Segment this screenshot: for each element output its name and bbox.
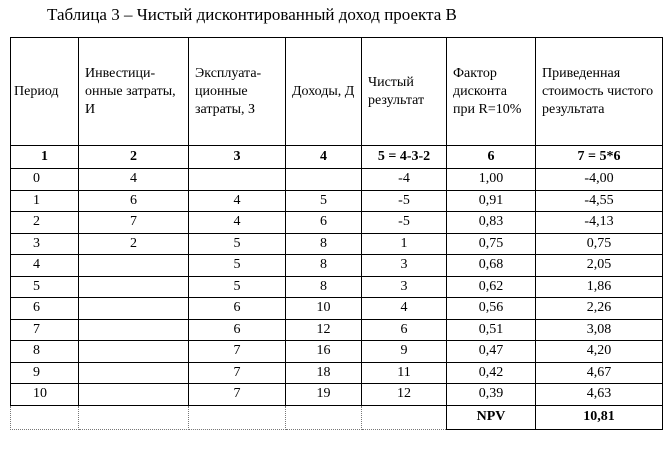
table-cell: -4 (362, 169, 447, 191)
table-cell: 1,86 (536, 276, 663, 298)
table-cell: 8 (286, 276, 362, 298)
table-cell: 3 (362, 276, 447, 298)
table-cell (79, 276, 189, 298)
table-cell: 8 (11, 341, 79, 363)
table-cell: 4 (79, 169, 189, 191)
table-cell: 0,39 (447, 384, 536, 406)
table-row (11, 298, 663, 320)
table-cell: 5 (189, 233, 286, 255)
table-cell: 1 (362, 233, 447, 255)
column-number: 3 (189, 146, 286, 169)
table-cell: 4,20 (536, 341, 663, 363)
empty-cell (189, 405, 286, 429)
table-row (11, 212, 663, 234)
table-cell: 2,05 (536, 255, 663, 277)
table-cell: 7 (189, 341, 286, 363)
table-cell: 5 (189, 276, 286, 298)
table-cell: 11 (362, 362, 447, 384)
table-cell: 7 (189, 384, 286, 406)
table-row (11, 169, 663, 191)
table-cell (189, 169, 286, 191)
table-cell: 4 (189, 190, 286, 212)
table-cell (79, 255, 189, 277)
table-cell: 3 (362, 255, 447, 277)
table-cell: 2 (11, 212, 79, 234)
table-cell: 6 (79, 190, 189, 212)
table-cell: 0,68 (447, 255, 536, 277)
table-cell: -4,13 (536, 212, 663, 234)
empty-cell (362, 405, 447, 429)
table-cell: 0,47 (447, 341, 536, 363)
empty-cell (79, 405, 189, 429)
table-cell: 5 (189, 255, 286, 277)
table-cell: 0,75 (536, 233, 663, 255)
table-cell: 0,83 (447, 212, 536, 234)
table-cell (79, 319, 189, 341)
column-number: 2 (79, 146, 189, 169)
table-cell: 4 (11, 255, 79, 277)
table-cell: 4 (189, 212, 286, 234)
table-cell: -5 (362, 190, 447, 212)
npv-value: 10,81 (536, 405, 663, 429)
header-income: Доходы, Д (286, 38, 362, 146)
table-cell: 0,75 (447, 233, 536, 255)
table-cell: 0,56 (447, 298, 536, 320)
table-cell: 1,00 (447, 169, 536, 191)
table-cell: 8 (286, 233, 362, 255)
table-cell: 5 (286, 190, 362, 212)
table-cell: 0,51 (447, 319, 536, 341)
table-cell: 7 (189, 362, 286, 384)
header-investment-costs: Инвестици-онные затраты, И (79, 38, 189, 146)
table-cell: 8 (286, 255, 362, 277)
table-cell (79, 298, 189, 320)
table-cell: 7 (79, 212, 189, 234)
table-cell: 6 (362, 319, 447, 341)
header-present-value: Приведенная стоимость чистого результата (536, 38, 663, 146)
table-cell: 2 (79, 233, 189, 255)
table-row (11, 276, 663, 298)
table-cell: 6 (286, 212, 362, 234)
header-discount-factor: Фактор дисконта при R=10% (447, 38, 536, 146)
column-number: 7 = 5*6 (536, 146, 663, 169)
table-cell: 3 (11, 233, 79, 255)
npv-label: NPV (447, 405, 536, 429)
header-net-result: Чистый результат (362, 38, 447, 146)
table-cell: 4 (362, 298, 447, 320)
table-row (11, 319, 663, 341)
table-cell: 6 (11, 298, 79, 320)
column-number: 4 (286, 146, 362, 169)
empty-cell (11, 405, 79, 429)
column-number-row (11, 146, 663, 169)
npv-table (10, 37, 663, 430)
npv-row (11, 405, 663, 429)
table-cell: 0,62 (447, 276, 536, 298)
table-cell (286, 169, 362, 191)
empty-cell (286, 405, 362, 429)
table-title: Таблица 3 – Чистый дисконтированный доход проекта В (47, 5, 457, 24)
table-cell: 9 (11, 362, 79, 384)
table-cell: 0 (11, 169, 79, 191)
table-cell: 2,26 (536, 298, 663, 320)
table-cell: 0,91 (447, 190, 536, 212)
table-cell: 18 (286, 362, 362, 384)
table-cell: 4,67 (536, 362, 663, 384)
table-cell: 7 (11, 319, 79, 341)
table-cell: -4,00 (536, 169, 663, 191)
table-cell: -4,55 (536, 190, 663, 212)
table-row (11, 384, 663, 406)
table-cell: 5 (11, 276, 79, 298)
table-cell: 19 (286, 384, 362, 406)
table-cell (79, 341, 189, 363)
table-row (11, 362, 663, 384)
table-cell: 0,42 (447, 362, 536, 384)
table-cell: 1 (11, 190, 79, 212)
header-period: Период (11, 38, 79, 146)
table-cell: 9 (362, 341, 447, 363)
table-cell: 6 (189, 298, 286, 320)
header-operating-costs: Эксплуата-ционные затраты, З (189, 38, 286, 146)
column-number: 5 = 4-3-2 (362, 146, 447, 169)
table-cell: 10 (11, 384, 79, 406)
column-number: 1 (11, 146, 79, 169)
table-cell: 4,63 (536, 384, 663, 406)
table-row (11, 255, 663, 277)
table-cell (79, 384, 189, 406)
table-cell: 6 (189, 319, 286, 341)
table-cell (79, 362, 189, 384)
column-number: 6 (447, 146, 536, 169)
table-cell: 12 (362, 384, 447, 406)
table-row (11, 233, 663, 255)
table-row (11, 341, 663, 363)
header-row (11, 38, 663, 146)
table-cell: 10 (286, 298, 362, 320)
table-cell: 16 (286, 341, 362, 363)
table-cell: 3,08 (536, 319, 663, 341)
table-cell: 12 (286, 319, 362, 341)
table-cell: -5 (362, 212, 447, 234)
table-row (11, 190, 663, 212)
